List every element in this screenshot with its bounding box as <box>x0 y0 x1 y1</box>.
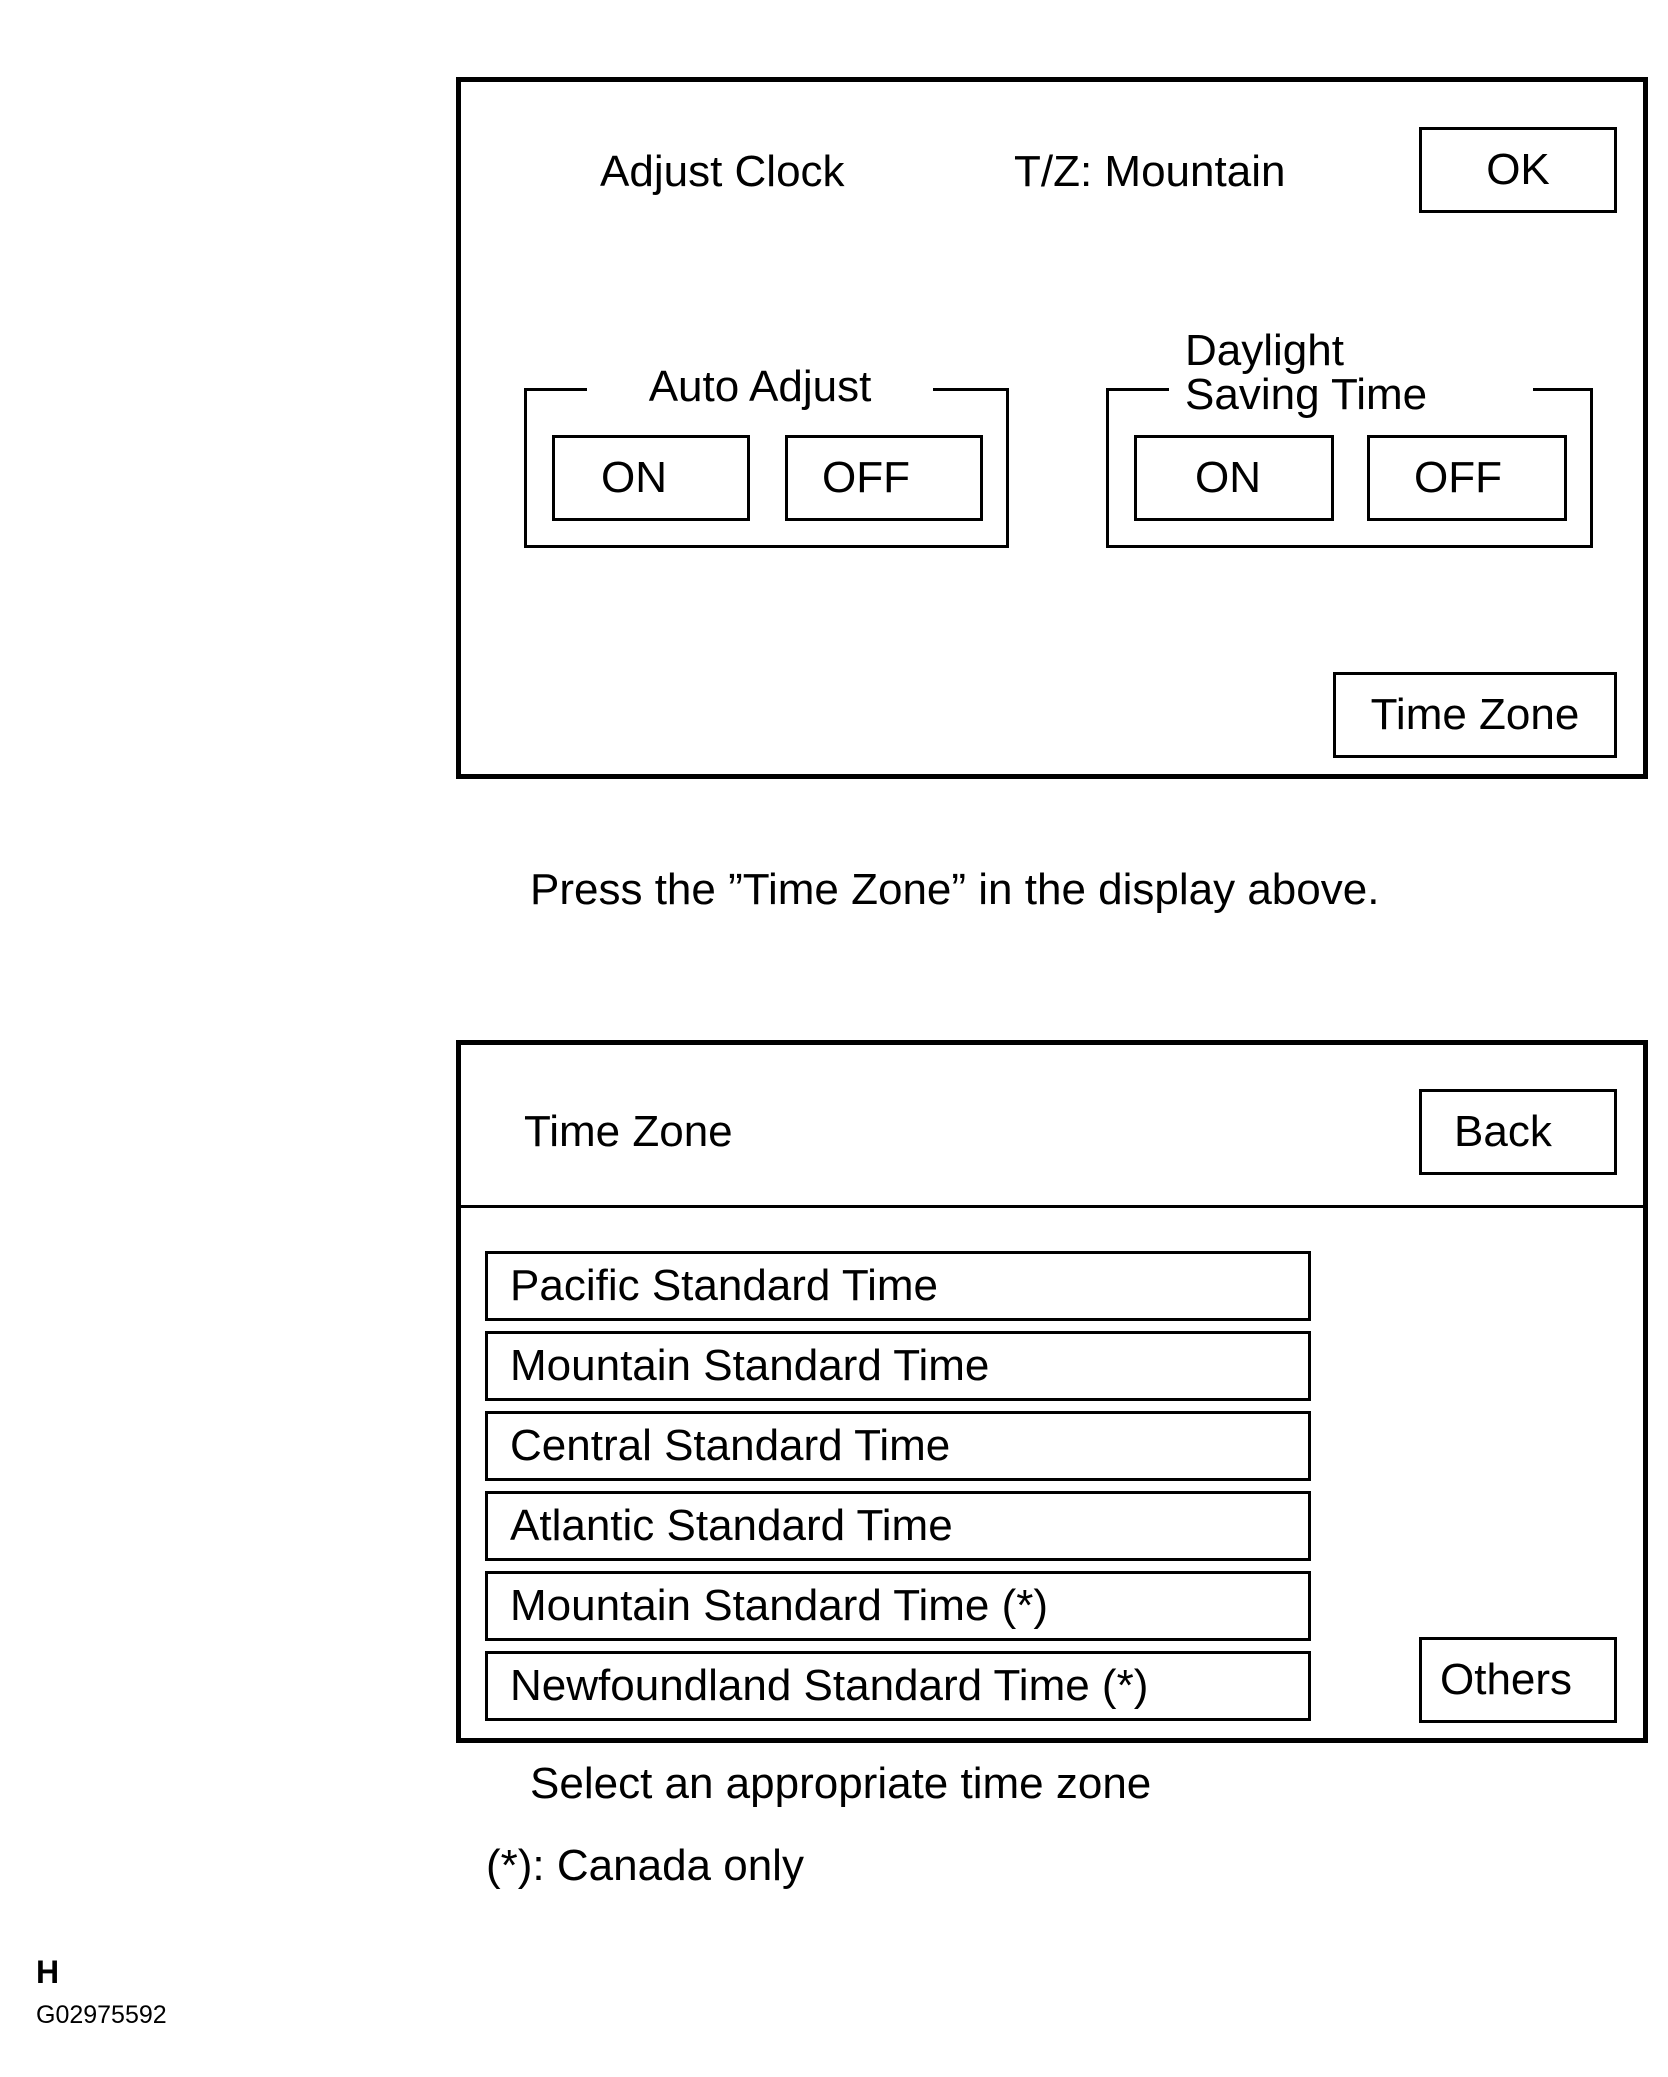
tz-item-pacific[interactable]: Pacific Standard Time <box>485 1251 1311 1321</box>
daylight-saving-title-line1: Daylight <box>1185 326 1344 375</box>
time-zone-screen <box>456 1040 1648 1743</box>
tz-item-mountain-canada[interactable]: Mountain Standard Time (*) <box>485 1571 1311 1641</box>
others-button[interactable]: Others <box>1419 1637 1617 1723</box>
tz-item-atlantic[interactable]: Atlantic Standard Time <box>485 1491 1311 1561</box>
auto-adjust-group <box>524 362 1009 548</box>
figure-id: G02975592 <box>36 2001 167 2029</box>
auto-adjust-title: Auto Adjust <box>587 365 933 409</box>
adjust-clock-screen <box>456 77 1648 779</box>
instruction-press-time-zone: Press the ”Time Zone” in the display above. <box>530 865 1380 914</box>
daylight-saving-group <box>1106 326 1593 548</box>
figure-code: H <box>36 1954 60 1990</box>
auto-adjust-off-button[interactable]: OFF <box>785 435 983 521</box>
header-divider <box>461 1205 1643 1208</box>
time-zone-screen-title: Time Zone <box>524 1107 733 1156</box>
tz-item-central[interactable]: Central Standard Time <box>485 1411 1311 1481</box>
tz-item-mountain[interactable]: Mountain Standard Time <box>485 1331 1311 1401</box>
daylight-saving-title <box>1169 326 1533 419</box>
timezone-status: T/Z: Mountain <box>1014 147 1286 196</box>
auto-adjust-on-button[interactable]: ON <box>552 435 750 521</box>
daylight-saving-off-button[interactable]: OFF <box>1367 435 1567 521</box>
time-zone-button[interactable]: Time Zone <box>1333 672 1617 758</box>
footnote: (*): Canada only <box>486 1841 804 1890</box>
tz-item-newfoundland[interactable]: Newfoundland Standard Time (*) <box>485 1651 1311 1721</box>
ok-button[interactable]: OK <box>1419 127 1617 213</box>
daylight-saving-on-button[interactable]: ON <box>1134 435 1334 521</box>
instruction-select-time-zone: Select an appropriate time zone <box>530 1759 1152 1808</box>
daylight-saving-title-line2: Saving Time <box>1185 370 1428 419</box>
back-button[interactable]: Back <box>1419 1089 1617 1175</box>
screen-title: Adjust Clock <box>600 147 845 196</box>
